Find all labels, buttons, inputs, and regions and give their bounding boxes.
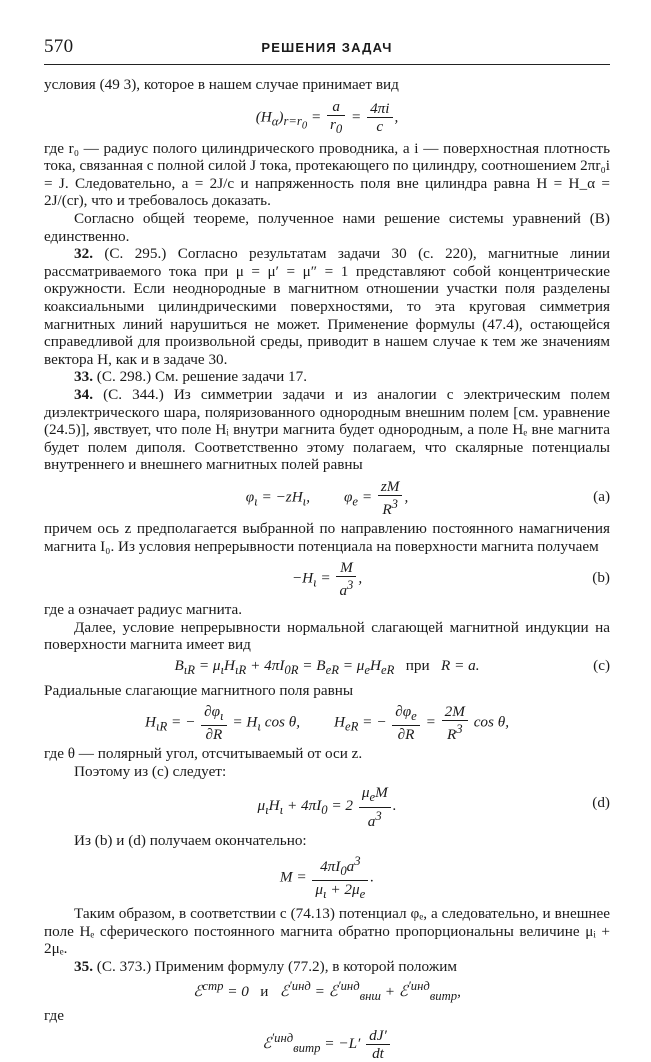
equation-c: $B_{\iota R} = \mu_\iota H_{\iota R} + 4\pi I_{0R} = B_{eR} = \mu_eH_{eR}$ при R = a. (c) [174, 657, 610, 678]
problem-text: (С. 373.) Применим формулу (77.2), в которой положим [96, 958, 457, 976]
problem-number: 35. [74, 958, 93, 976]
paragraph: Согласно общей теореме, полученное нами решение системы уравнений (В) единственно. [44, 210, 610, 245]
header-rule [44, 64, 610, 65]
equation-a: $\varphi_\iota = -zH_\iota$, $\varphi_e$ = $\frac{zM}{R^3}$ , (a) [245, 477, 610, 518]
problem-text: (С. 298.) См. решение задачи 17. [96, 368, 308, 386]
equation-tag: (a) [593, 487, 610, 505]
paragraph: причем ось z предполагается выбранной по направлению постоянного намагничения магнита I₀. Из условия непрерывности потенциала на поверхности магнита получаем [44, 519, 610, 555]
equation-boundary: $(H_\alpha)_{r=r_0}$ = $\frac{a}{r_0}$ = $\frac{4\pi i}{c}$ , [255, 97, 399, 136]
equation-tag: (d) [592, 794, 610, 812]
problem-text: (С. 344.) Из симметрии задачи и из аналогии с электрическим полем диэлектрического шара, поляризованного однородным внешним полем [см. уравнение (24.5)], явствует, что поле Hᵢ внутри магнита будет однородным, а поле Hₑ вне магнита будет полем диполя. Соответственно этому полагаем, что скалярные потенциалы внутреннего и внешнего магнитных полей равны [44, 385, 610, 474]
equation-emf: ℰ$^{стр}$ = 0 и ℰ$^{'инд}$ = ℰ$^{'инд}_{внш}$ + ℰ$^{'инд}_{витр}$, [193, 978, 461, 1003]
paragraph: Далее, условие непрерывности нормальной слагающей магнитной индукции на поверхности магнита имеет вид [44, 618, 610, 654]
paragraph: где a означает радиус магнита. [44, 601, 243, 619]
problem-34 [44, 386, 610, 474]
problem-text: (С. 295.) Согласно результатам задачи 30 (с. 220), магнитные линии рассматриваемого тока при μ = μ′ = μ″ = 1 представляют собой концентрические окружности. Если неоднородные в магнитном отношении участки поля разделены коаксиальными цилиндрическими поверхностями, то эта круговая симметрия магнитных линий нарушиться не может. Применение формулы (47.4), остающейся справедливой для произвольной среды, приводит в нашем случае к тем же значениям вектора H, как и в задаче 30. [44, 245, 610, 368]
paragraph: Поэтому из (с) следует: [74, 762, 227, 780]
paragraph: Радиальные слагающие магнитного поля равны [44, 681, 354, 699]
body-text [44, 76, 610, 1062]
paragraph: Из (b) и (d) получаем окончательно: [74, 831, 307, 849]
paragraph: условия (49 3), которое в нашем случае принимает вид [44, 76, 399, 93]
equation-tag: (b) [592, 569, 610, 587]
subscript: витр [429, 988, 458, 1003]
paragraph: Таким образом, в соответствии с (74.13) потенциал φₑ, а следовательно, и внешнее поле Hₑ сферического постоянного магнита обратно пропорциональны величине μᵢ + 2μₑ. [44, 905, 610, 958]
equation-tag: (c) [593, 657, 610, 674]
paragraph: где θ — полярный угол, отсчитываемый от оси z. [44, 745, 363, 763]
page-number: 570 [44, 36, 74, 57]
problem-35 [44, 958, 610, 976]
problem-number: 32. [74, 245, 93, 263]
page-header [44, 36, 610, 64]
superscript: стр [202, 978, 224, 993]
equation-result: M = $\frac{4\pi I_0a^3}{\mu_\iota + 2\mu_e}$ . [279, 854, 375, 902]
equation-radial: $H_{\iota R}$ = − $\frac{\partial\varphi_\iota}{\partial R}$ = $H_\iota$ cos θ, $H_{eR}$ = − $\frac{\partial\varphi_e}{\partial R}$ = $\frac{2M}{R^3}$ cos θ, [145, 703, 509, 744]
equation-word: и [260, 982, 269, 1000]
equation-word: при [405, 657, 430, 674]
problem-33 [44, 368, 610, 386]
paragraph: где [44, 1007, 64, 1025]
running-title: РЕШЕНИЯ ЗАДАЧ [261, 40, 393, 55]
problem-number: 34. [74, 385, 93, 403]
problem-32 [44, 245, 610, 368]
superscript: ′инд [289, 978, 311, 993]
problem-number: 33. [74, 368, 93, 386]
subscript: внш [359, 988, 381, 1003]
paragraph: где r₀ — радиус полого цилиндрического проводника, a i — поверхностная плотность тока, связанная с полной силой J тока, протекающего по цилиндру, соотношением 2πr₀i = J. Следовательно, a = 2J/c и напряженность поля вне цилиндра равна H = H_α = 2J/(cr), что и требовалось доказать. [44, 139, 610, 210]
equation-d: $\mu_\iota H_\iota + 4\pi I_0 = 2$ $\mu_eM$ $a^3$ . (d) [257, 784, 610, 830]
equation-b: $-H_\iota$ = $\frac{M}{a^3}$ , (b) [291, 559, 610, 600]
equation-induced: ℰ$^{'инд}_{витр}$ = −L′ $\frac{dJ'}{dt}$ [44, 1027, 610, 1062]
